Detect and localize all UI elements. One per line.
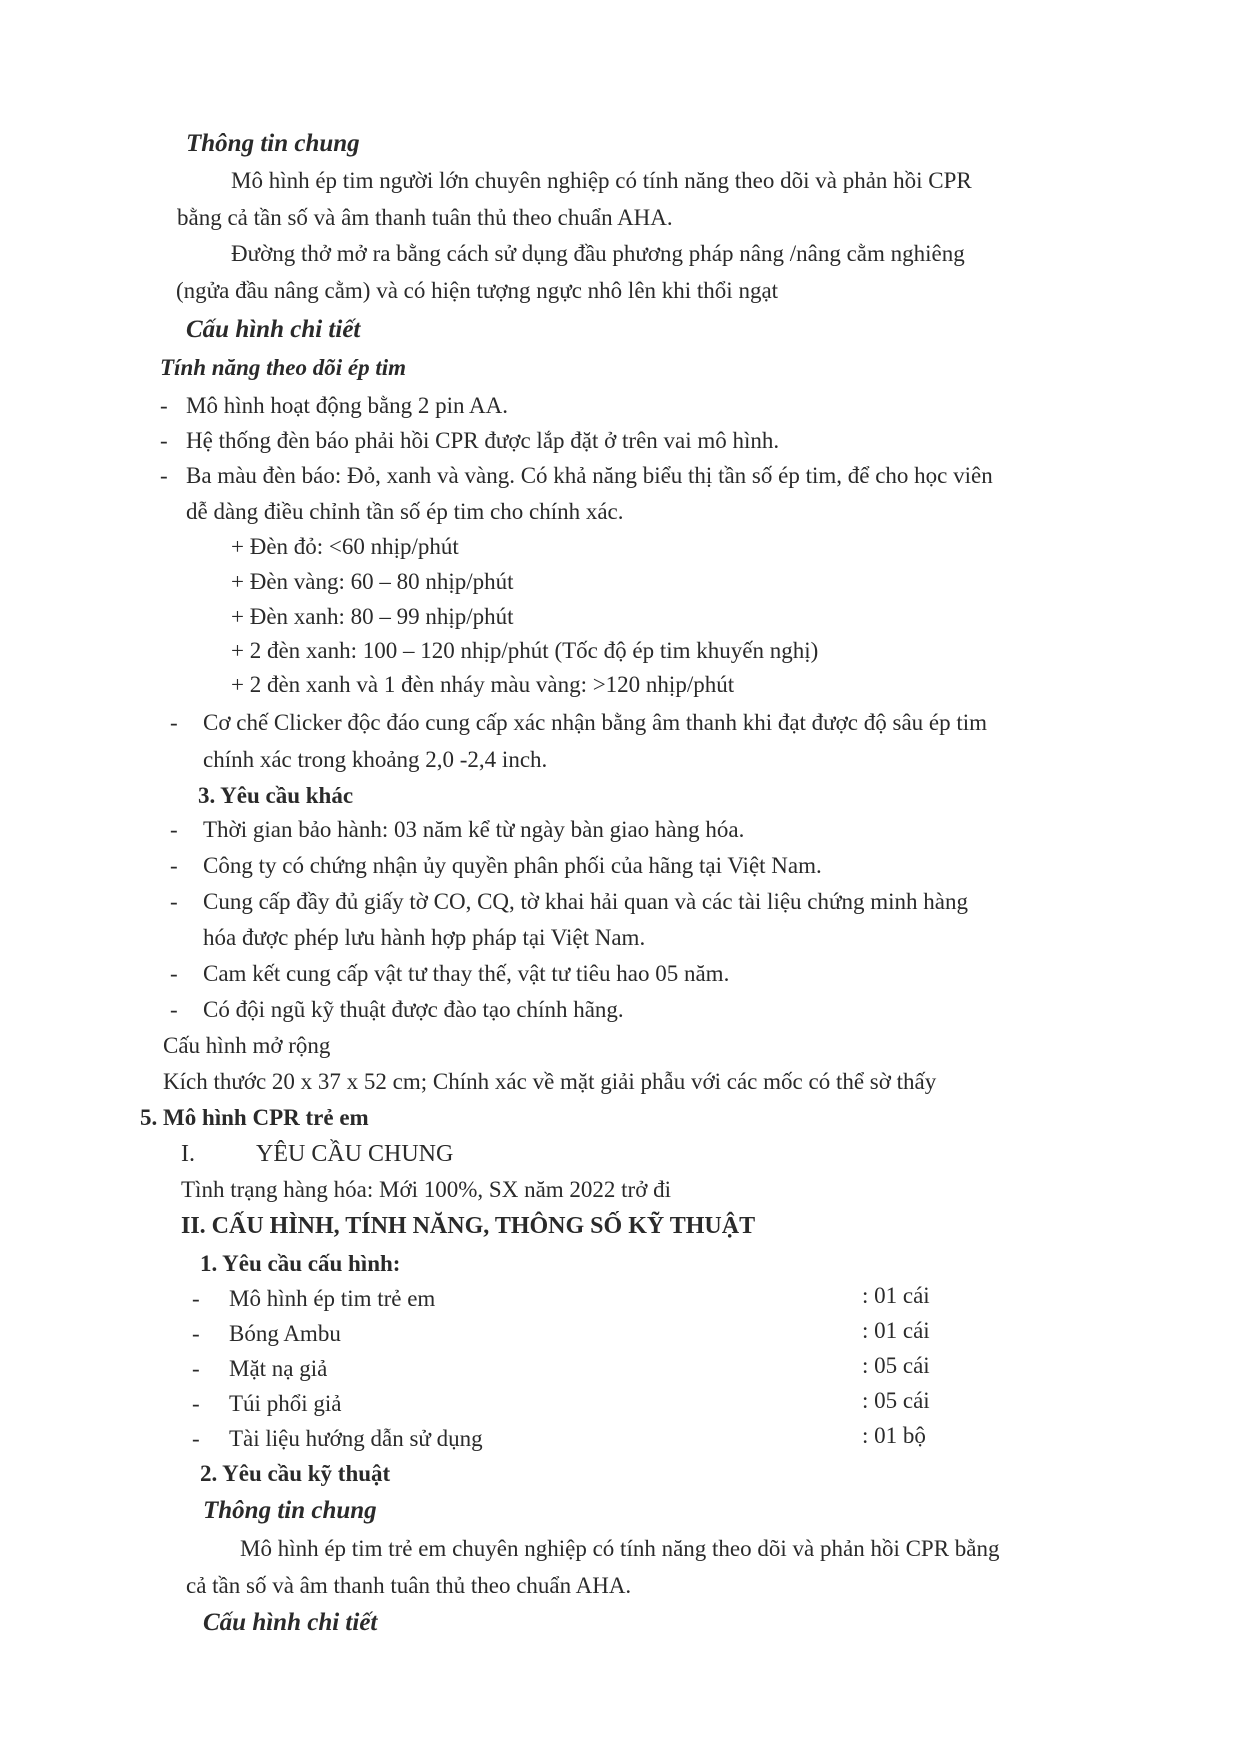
clicker-line2: chính xác trong khoảng 2,0 -2,4 inch. [203, 747, 548, 772]
dash: - [170, 710, 178, 735]
dash: - [170, 961, 178, 986]
section5-title: 5. Mô hình CPR trẻ em [140, 1105, 369, 1130]
config-item: Mặt nạ giả [229, 1356, 328, 1381]
heading-general-info: Thông tin chung [186, 130, 360, 157]
dash: - [192, 1286, 200, 1311]
config-item: Mô hình ép tim trẻ em [229, 1286, 436, 1311]
other-item: Công ty có chứng nhận ủy quyền phân phối của hãng tại Việt Nam. [203, 853, 822, 878]
heading-feature: Tính năng theo dõi ép tim [160, 355, 407, 380]
para1-line2: bằng cả tần số và âm thanh tuân thủ theo chuẩn AHA. [177, 205, 673, 230]
dash: - [192, 1321, 200, 1346]
list-item: Mô hình hoạt động bằng 2 pin AA. [186, 393, 508, 418]
list-item: Ba màu đèn báo: Đỏ, xanh và vàng. Có khả năng biểu thị tần số ép tim, để cho học viên [186, 463, 993, 488]
ext-config-heading: Cấu hình mở rộng [163, 1033, 331, 1058]
dash: - [170, 997, 178, 1022]
dash: - [160, 463, 168, 488]
other-requirements-heading: 3. Yêu cầu khác [198, 783, 354, 808]
dash: - [160, 393, 168, 418]
light-item: + Đèn xanh: 80 – 99 nhịp/phút [231, 604, 514, 629]
ext-config-text: Kích thước 20 x 37 x 52 cm; Chính xác về mặt giải phẫu với các mốc có thể sờ thấy [163, 1069, 937, 1094]
heading-config-detail: Cấu hình chi tiết [186, 316, 361, 343]
dash: - [170, 889, 178, 914]
config-qty: : 01 cái [862, 1318, 930, 1343]
other-item: Cung cấp đầy đủ giấy tờ CO, CQ, tờ khai hải quan và các tài liệu chứng minh hàng [203, 889, 968, 914]
section2-heading: II. CẤU HÌNH, TÍNH NĂNG, THÔNG SỐ KỸ THUẬT [181, 1213, 756, 1239]
general-info-heading: Thông tin chung [203, 1497, 377, 1524]
dash: - [170, 853, 178, 878]
config-qty: : 05 cái [862, 1388, 930, 1413]
other-item: Thời gian bảo hành: 03 năm kể từ ngày bàn giao hàng hóa. [203, 817, 745, 842]
config-qty: : 01 cái [862, 1283, 930, 1308]
config-item: Tài liệu hướng dẫn sử dụng [229, 1426, 483, 1451]
config-item: Túi phổi giả [229, 1391, 342, 1416]
roman-one: I. [181, 1141, 195, 1167]
clicker-line1: Cơ chế Clicker độc đáo cung cấp xác nhận bằng âm thanh khi đạt được độ sâu ép tim [203, 710, 988, 735]
light-item: + 2 đèn xanh: 100 – 120 nhịp/phút (Tốc độ ép tim khuyến nghị) [231, 638, 819, 663]
dash: - [192, 1426, 200, 1451]
config-item: Bóng Ambu [229, 1321, 341, 1346]
light-item: + Đèn vàng: 60 – 80 nhịp/phút [231, 569, 514, 594]
s5-para-line2: cả tần số và âm thanh tuân thủ theo chuẩn AHA. [186, 1573, 632, 1598]
goods-status: Tình trạng hàng hóa: Mới 100%, SX năm 2022 trở đi [181, 1177, 672, 1202]
config-qty: : 01 bộ [862, 1423, 926, 1448]
s5-para-line1: Mô hình ép tim trẻ em chuyên nghiệp có tính năng theo dõi và phản hồi CPR bằng [240, 1536, 1000, 1561]
dash: - [170, 817, 178, 842]
other-item-cont: hóa được phép lưu hành hợp pháp tại Việt Nam. [203, 925, 646, 950]
light-item: + Đèn đỏ: <60 nhịp/phút [231, 534, 459, 559]
list-item-cont: dễ dàng điều chỉnh tần số ép tim cho chính xác. [186, 499, 624, 524]
dash: - [160, 428, 168, 453]
other-item: Cam kết cung cấp vật tư thay thế, vật tư tiêu hao 05 năm. [203, 961, 730, 986]
dash: - [192, 1356, 200, 1381]
para2-line1: Đường thở mở ra bằng cách sử dụng đầu phương pháp nâng /nâng cằm nghiêng [231, 241, 965, 266]
config-detail-heading: Cấu hình chi tiết [203, 1609, 378, 1636]
para1-line1: Mô hình ép tim người lớn chuyên nghiệp có tính năng theo dõi và phản hồi CPR [231, 168, 972, 193]
config-req-heading: 1. Yêu cầu cấu hình: [200, 1251, 401, 1276]
para2-line2: (ngửa đầu nâng cằm) và có hiện tượng ngực nhô lên khi thổi ngạt [176, 278, 779, 303]
light-item: + 2 đèn xanh và 1 đèn nháy màu vàng: >120 nhịp/phút [231, 672, 735, 697]
dash: - [192, 1391, 200, 1416]
other-item: Có đội ngũ kỹ thuật được đào tạo chính hãng. [203, 997, 624, 1022]
tech-req-heading: 2. Yêu cầu kỹ thuật [200, 1461, 391, 1486]
req-general-heading: YÊU CẦU CHUNG [256, 1141, 454, 1167]
list-item: Hệ thống đèn báo phải hồi CPR được lắp đặt ở trên vai mô hình. [186, 428, 780, 453]
config-qty: : 05 cái [862, 1353, 930, 1378]
